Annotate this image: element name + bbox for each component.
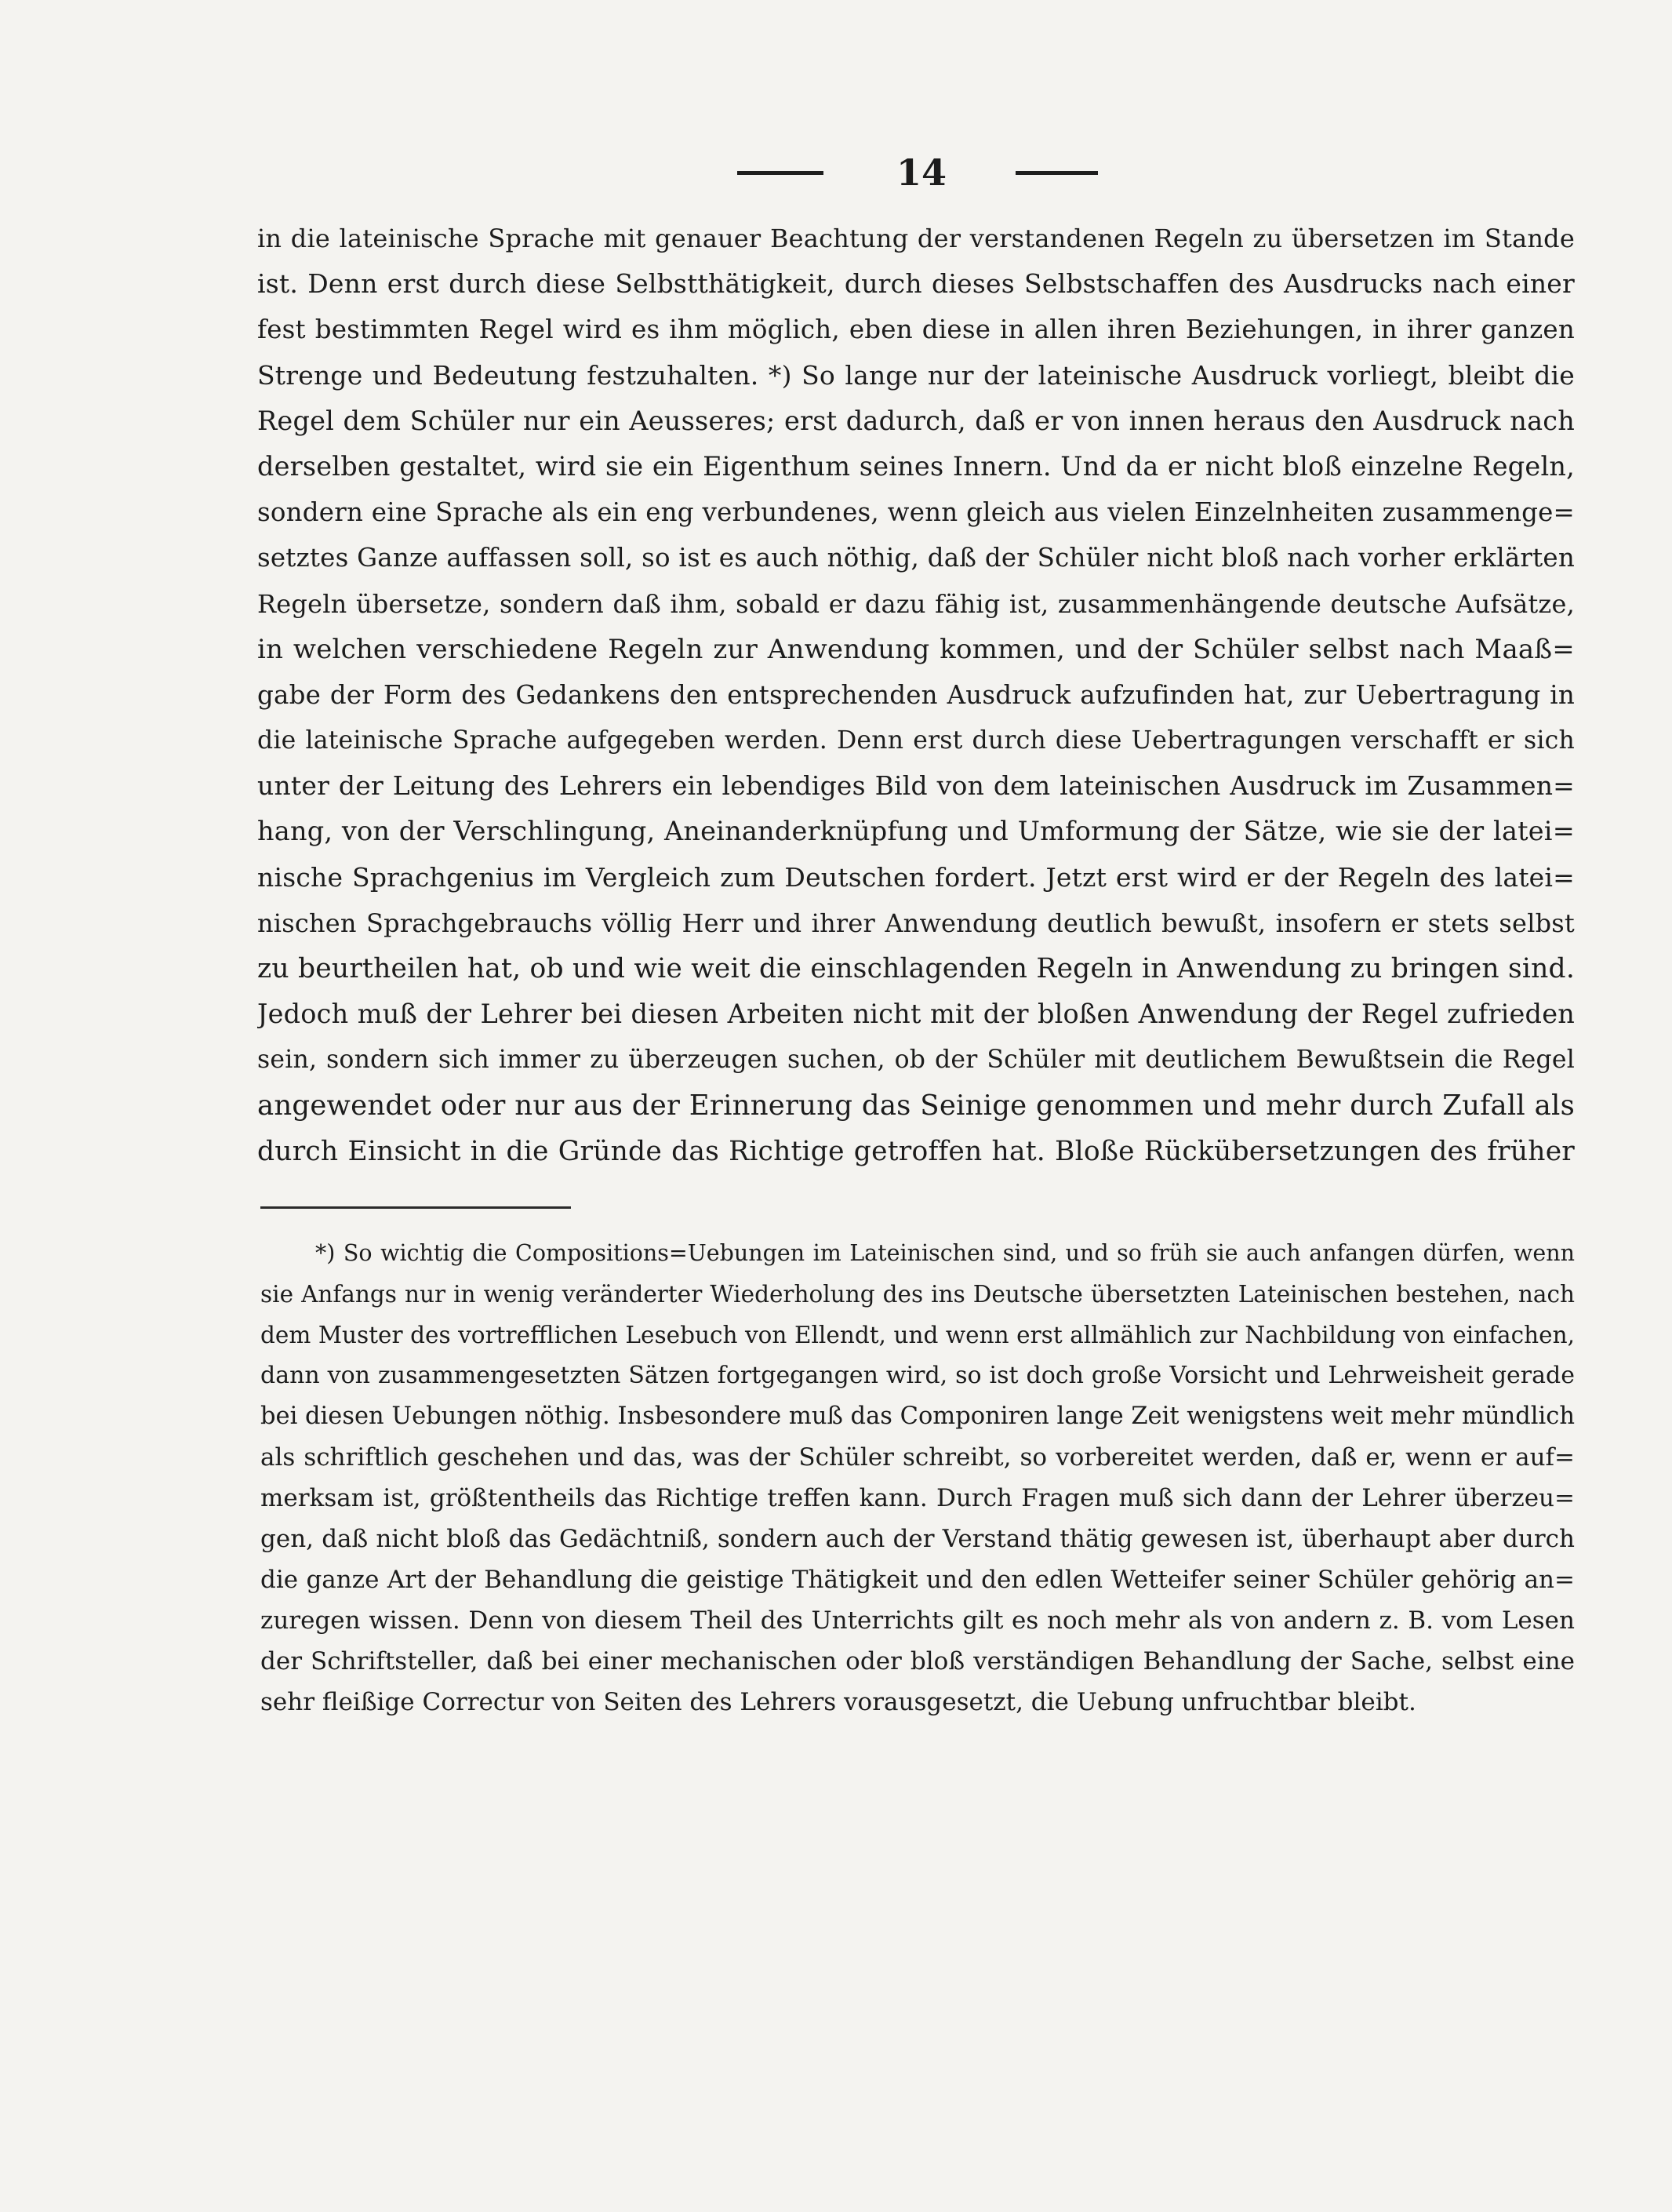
body-line: ist. Denn erst durch diese Selbstthätigkeit, durch dieses Selbstschaffen des Ausdrucks nach einer: [257, 268, 1575, 300]
footnote-line: als schriftlich geschehen und das, was der Schüler schreibt, so vorbereitet werden, daß er, wenn er auf=: [260, 1443, 1575, 1472]
body-line: setztes Ganze auffassen soll, so ist es auch nöthig, daß der Schüler nicht bloß nach vorher erklärten: [257, 543, 1575, 573]
footnote-line: merksam ist, größtentheils das Richtige treffen kann. Durch Fragen muß sich dann der Lehrer überzeu=: [260, 1484, 1575, 1512]
footnote-line: bei diesen Uebungen nöthig. Insbesondere muß das Componiren lange Zeit wenigstens weit mehr mündlich: [260, 1403, 1575, 1430]
body-line: fest bestimmten Regel wird es ihm möglich, eben diese in allen ihren Beziehungen, in ihrer ganzen: [257, 315, 1575, 345]
body-line: Strenge und Bedeutung festzuhalten. *) So lange nur der lateinische Ausdruck vorliegt, bleibt die: [257, 359, 1575, 391]
header-rule-right: [1016, 171, 1098, 175]
body-line: in welchen verschiedene Regeln zur Anwendung kommen, und der Schüler selbst nach Maaß=: [257, 633, 1575, 665]
footnote-line: der Schriftsteller, daß bei einer mechanischen oder bloß verständigen Behandlung der Sache, selbst eine: [260, 1647, 1575, 1675]
header-rule-left: [737, 171, 823, 175]
body-line: die lateinische Sprache aufgegeben werden. Denn erst durch diese Uebertragungen verschafft er sich: [257, 726, 1575, 755]
body-line: in die lateinische Sprache mit genauer Beachtung der verstandenen Regeln zu übersetzen im Stande: [257, 224, 1575, 253]
body-line: gabe der Form des Gedankens den entsprechenden Ausdruck aufzufinden hat, zur Uebertragung in: [257, 679, 1575, 710]
body-line: sein, sondern sich immer zu überzeugen suchen, ob der Schüler mit deutlichem Bewußtsein die Regel: [257, 1046, 1575, 1075]
footnote-line: dem Muster des vortrefflichen Lesebuch von Ellendt, und wenn erst allmählich zur Nachbildung von einfachen,: [260, 1322, 1575, 1348]
footnote-line: zuregen wissen. Denn von diesem Theil des Unterrichts gilt es noch mehr als von andern z. B. vom Lesen: [260, 1606, 1575, 1635]
body-text: [257, 216, 1575, 1174]
footnote-line: sehr fleißige Correctur von Seiten des Lehrers vorausgesetzt, die Uebung unfruchtbar bleibt.: [260, 1688, 1416, 1716]
page-header: [0, 149, 1672, 196]
footnote-divider: [260, 1206, 571, 1209]
body-line: derselben gestaltet, wird sie ein Eigenthum seines Innern. Und da er nicht bloß einzelne Regeln,: [257, 450, 1575, 482]
body-line: Regeln übersetze, sondern daß ihm, sobald er dazu fähig ist, zusammenhängende deutsche Aufsätze,: [257, 588, 1575, 619]
body-line: nische Sprachgenius im Vergleich zum Deutschen fordert. Jetzt erst wird er der Regeln des latei=: [257, 861, 1575, 893]
body-line: unter der Leitung des Lehrers ein lebendiges Bild von dem lateinischen Ausdruck im Zusammen=: [257, 770, 1575, 802]
body-line: angewendet oder nur aus der Erinnerung das Seinige genommen und mehr durch Zufall als: [257, 1089, 1575, 1122]
body-line: hang, von der Verschlingung, Aneinanderknüpfung und Umformung der Sätze, wie sie der latei=: [257, 816, 1575, 847]
body-line: durch Einsicht in die Gründe das Richtige getroffen hat. Bloße Rückübersetzungen des früher: [257, 1135, 1575, 1167]
page-number: 14: [896, 151, 947, 194]
body-line: nischen Sprachgebrauchs völlig Herr und ihrer Anwendung deutlich bewußt, insofern er stets selbst: [257, 908, 1575, 938]
body-line: sondern eine Sprache als ein eng verbundenes, wenn gleich aus vielen Einzelnheiten zusammenge=: [257, 497, 1575, 528]
body-line: zu beurtheilen hat, ob und wie weit die einschlagenden Regeln in Anwendung zu bringen sind.: [257, 953, 1575, 984]
footnote: [260, 1233, 1575, 1723]
footnote-line: sie Anfangs nur in wenig veränderter Wiederholung des ins Deutsche übersetzten Lateinischen bestehen, nach: [260, 1281, 1575, 1308]
body-line: Regel dem Schüler nur ein Aeusseres; erst dadurch, daß er von innen heraus den Ausdruck nach: [257, 405, 1575, 436]
footnote-line: die ganze Art der Behandlung die geistige Thätigkeit und den edlen Wetteifer seiner Schüler gehörig an=: [260, 1566, 1575, 1594]
body-line: Jedoch muß der Lehrer bei diesen Arbeiten nicht mit der bloßen Anwendung der Regel zufrieden: [257, 999, 1575, 1030]
footnote-line: gen, daß nicht bloß das Gedächtniß, sondern auch der Verstand thätig gewesen ist, überhaupt aber durch: [260, 1525, 1575, 1553]
footnote-line: dann von zusammengesetzten Sätzen fortgegangen wird, so ist doch große Vorsicht und Lehrweisheit gerade: [260, 1362, 1575, 1389]
footnote-line: *) So wichtig die Compositions=Uebungen im Lateinischen sind, und so früh sie auch anfangen dürfen, wenn: [315, 1240, 1575, 1266]
